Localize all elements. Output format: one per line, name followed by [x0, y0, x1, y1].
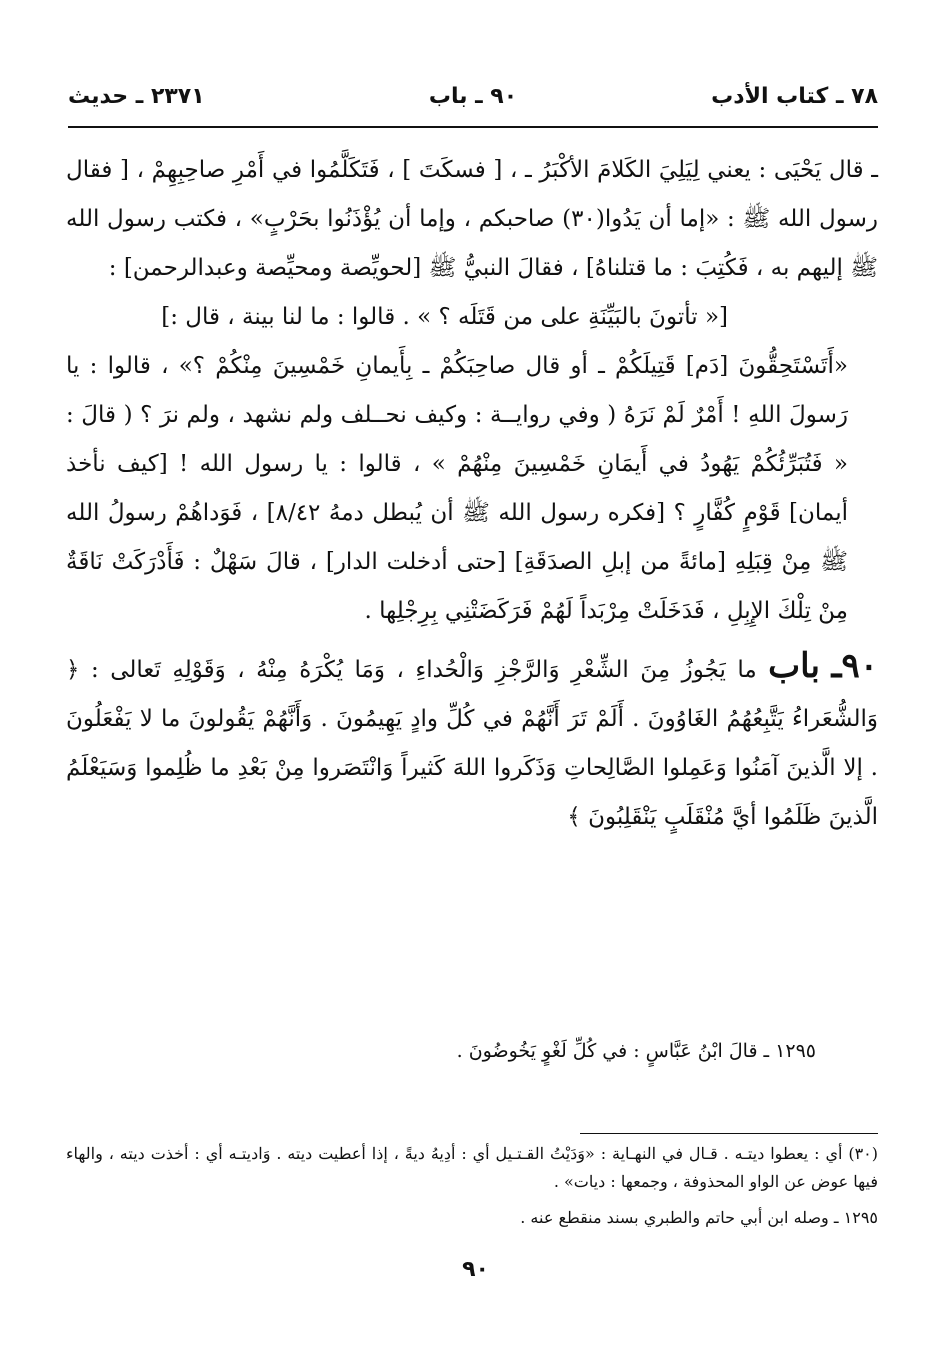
chapter-heading-paragraph [66, 642, 878, 842]
running-header [68, 84, 878, 124]
header-chapter: ٩٠ ـ باب [428, 84, 518, 109]
paragraph-question: [« تأتونَ بالبَيِّنَةِ على من قَتَلَه ؟ » . قالوا : ما لنا بينة ، قال :] [161, 304, 728, 330]
chapter-title-text: ما يَجُوزُ مِنَ الشِّعْرِ وَالرَّجْزِ وَالْحُداءِ ، وَمَا يُكْرَهُ مِنْهُ ، وَقَوْلِهِ تَعالى : ﴿ وَالشُّعَراءُ يَتَّبِعُهُمُ الغَاوُونَ . أَلَمْ تَرَ أَنَّهُمْ في كُلِّ وادٍ يَهِيمُونَ . وَأَنَّهُمْ يَقُولونَ ما لا يَفْعَلُونَ . إلا الَّذينَ آمَنُوا وَعَمِلوا الصَّالِحاتِ وَذَكَروا اللهَ كَثيراً وَانْتَصَروا مِنْ بَعْدِ ما ظُلِموا وَسَيَعْلَمُ الَّذينَ ظَلَمُوا أيَّ مُنْقَلَبٍ يَنْقَلِبُونَ ﴾ [66, 657, 878, 830]
footnote-rule [580, 1133, 878, 1134]
header-book-title: ٧٨ ـ كتاب الأدب [711, 84, 878, 109]
footnote-30: (٣٠) أي : يعطوا ديتـه . قـال في النهـاية : «وَدَيْتُ القـتـيل أي : أدِيهُ ديةً ، إذا أعطيت ديته . وَاديتـه أي : أخذت ديته ، والهاء فيها عوض عن الواو المحذوفة ، وجمعها : ديات» . [66, 1144, 878, 1191]
footnotes [66, 1140, 878, 1232]
header-rule [68, 126, 878, 128]
chapter-number: ٩٠ـ [831, 646, 879, 686]
chapter-word: باب [768, 646, 821, 686]
narration-1295: ١٢٩٥ ـ قالَ ابْنُ عَبَّاسٍ : في كُلِّ لَغْوٍ يَخُوضُونَ . [456, 1040, 816, 1062]
page-number: ٩٠ [462, 1257, 489, 1282]
main-text [66, 146, 878, 842]
footnote-1295: ١٢٩٥ ـ وصله ابن أبي حاتم والطبري بسند منقطع عنه . [520, 1208, 878, 1227]
paragraph-hadith-continuation: ـ قال يَحْيَى : يعني لِيَلِيَ الكَلامَ الأكْبَرُ ـ ، [ فسكَتَ ] ، فَتَكَلَّمُوا في أَمْرِ صاحِبِهِمْ ، [ فقال رسول الله ﷺ : «إما أن يَدُوا(٣٠) صاحبكم ، وإما أن يُؤْذَنُوا بحَرْبٍ» ، فكتب رسول الله ﷺ إليهم به ، فَكُتِبَ : ما قتلناهُ] ، فقالَ النبيُّ ﷺ [لحويِّصة ومحيِّصة وعبدالرحمن] : [66, 157, 879, 281]
paragraph-oath-dialogue: «أَتَسْتَحِقُّونَ [دَم] قَتِيلَكُمْ ـ أو قال صاحِبَكُمْ ـ بِأَيمانِ خَمْسِينَ مِنْكُمْ ؟» ، قالوا : يا رَسولَ اللهِ ! أَمْرٌ لَمْ نَرَهُ ( وفي روايــة : وكيف نحــلف ولم نشهد ، ولم نرَ ؟ ( قالَ : « فَتُبَرِّئُكُمْ يَهُودُ في أَيمَانِ خَمْسِينَ مِنْهُمْ » ، قالوا : يا رسول الله ! [كيف نأخذ أيمان] قَوْمٍ كُفَّارٍ ؟ [فكره رسول الله ﷺ أن يُبطل دمهُ ٨/٤٢] ، فَوَداهُمْ رسولُ الله ﷺ مِنْ قِبَلِهِ [مائةً من إبلِ الصدَقَةِ] [حتى أدخلت الدار] ، قالَ سَهْلٌ : فَأَدْرَكَتْ نَاقَةٌ مِنْ تِلْكَ الإِبِلِ ، فَدَخَلَتْ مِرْبَداً لَهُمْ فَرَكَضَتْنِي بِرِجْلِها . [66, 353, 849, 624]
header-hadith-number: ٢٣٧١ ـ حديث [68, 84, 205, 109]
